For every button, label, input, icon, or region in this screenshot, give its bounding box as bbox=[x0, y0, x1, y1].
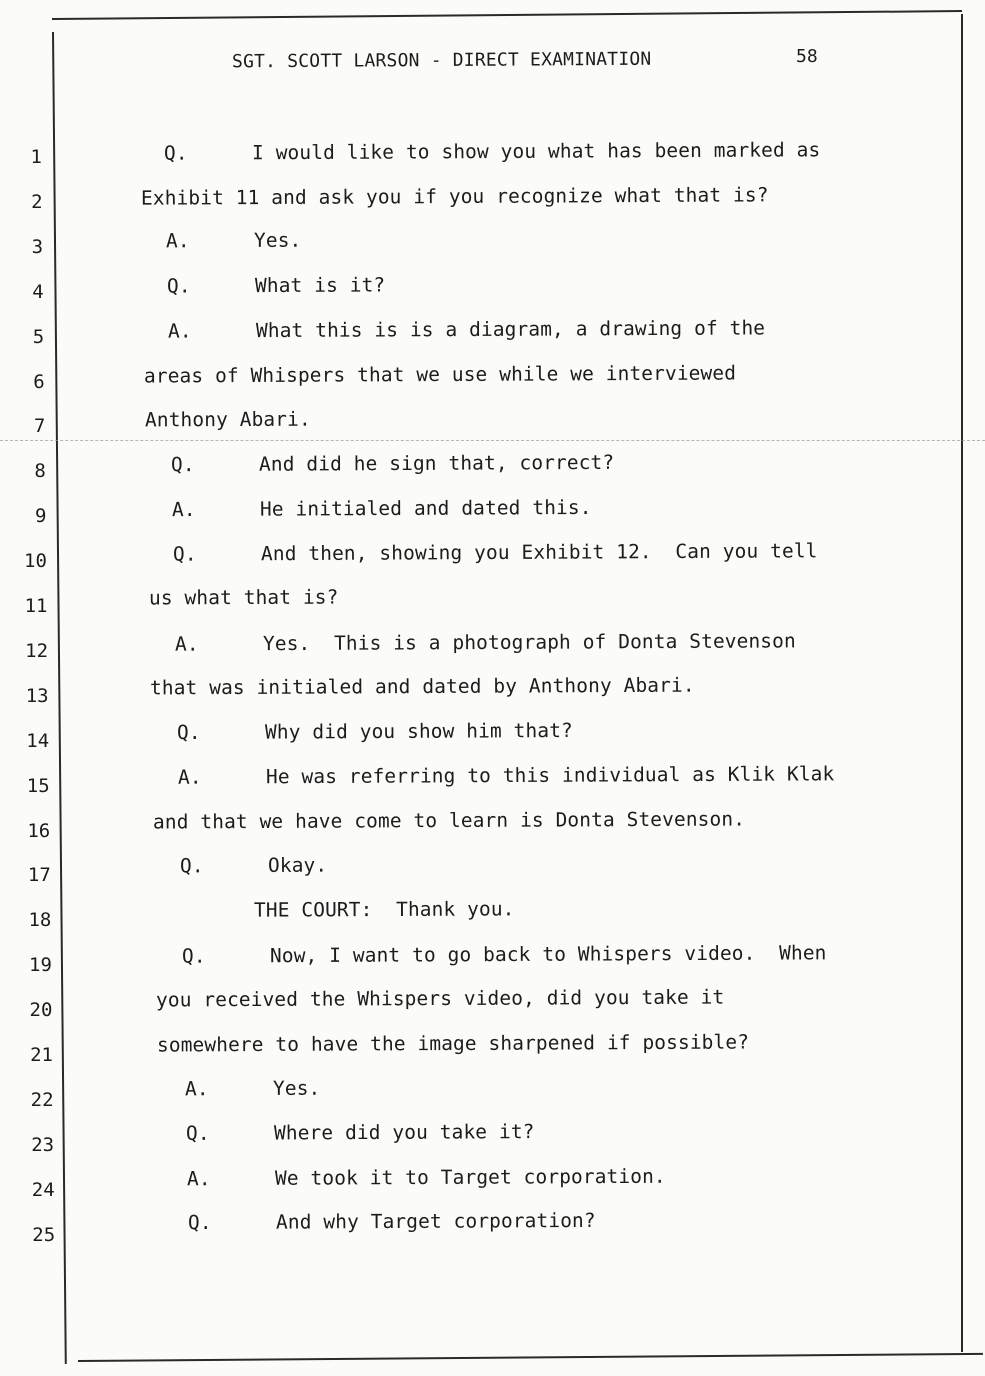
speaker-label: Q. bbox=[185, 1121, 210, 1146]
transcript-line bbox=[150, 674, 695, 700]
speaker-label: Q. bbox=[163, 141, 188, 165]
line-number: 16 bbox=[27, 819, 51, 842]
line-text: Now, I want to go back to Whispers video. When bbox=[269, 941, 827, 968]
line-text: What is it? bbox=[254, 273, 386, 297]
line-number: 17 bbox=[27, 864, 51, 887]
page-border-left bbox=[52, 32, 67, 1364]
transcript-line bbox=[182, 941, 827, 967]
transcript-line bbox=[166, 229, 301, 253]
page-border-bottom bbox=[78, 1353, 983, 1362]
transcript-line bbox=[178, 763, 834, 789]
transcript-line bbox=[157, 1030, 749, 1056]
line-text: Yes. This is a photograph of Donta Stevenson bbox=[262, 628, 796, 655]
transcript-line bbox=[167, 273, 385, 297]
transcript-line bbox=[188, 1209, 596, 1234]
line-number: 19 bbox=[29, 954, 52, 977]
transcript-line bbox=[153, 807, 745, 833]
line-text: us what that is? bbox=[148, 585, 339, 610]
line-number: 21 bbox=[30, 1044, 53, 1066]
line-text: that was initialed and dated by Anthony Abari. bbox=[150, 673, 695, 700]
transcript-line bbox=[171, 451, 614, 476]
transcript-line bbox=[180, 853, 327, 877]
line-number: 14 bbox=[26, 729, 50, 752]
line-number: 1 bbox=[30, 146, 42, 168]
line-text: I would like to show you what has been marked as bbox=[251, 138, 821, 165]
line-number: 6 bbox=[33, 370, 45, 393]
line-number: 23 bbox=[31, 1133, 55, 1156]
speaker-label: Q. bbox=[176, 720, 201, 744]
line-number: 15 bbox=[26, 774, 50, 797]
transcript-line bbox=[168, 317, 765, 343]
transcript-line bbox=[186, 1120, 535, 1145]
line-number: 25 bbox=[32, 1223, 56, 1246]
line-text: And why Target corporation? bbox=[275, 1209, 596, 1234]
transcript-line bbox=[254, 898, 515, 922]
transcript-line bbox=[172, 496, 592, 521]
line-number: 9 bbox=[34, 505, 47, 528]
line-text: Okay. bbox=[267, 853, 328, 877]
transcript-line bbox=[187, 1165, 666, 1191]
line-text: What this is is a diagram, a drawing of the bbox=[255, 316, 766, 343]
speaker-label: Q. bbox=[172, 542, 197, 567]
transcript-line bbox=[141, 183, 769, 209]
line-text: He initialed and dated this. bbox=[259, 495, 592, 521]
speaker-label: Q. bbox=[181, 944, 206, 968]
transcript-line bbox=[164, 138, 820, 164]
line-text: THE COURT: Thank you. bbox=[253, 897, 515, 922]
line-text: Yes. bbox=[253, 228, 302, 253]
line-number: 3 bbox=[31, 235, 44, 258]
speaker-label: A. bbox=[167, 319, 192, 343]
line-text: And did he sign that, correct? bbox=[258, 451, 615, 476]
line-number: 18 bbox=[28, 909, 52, 932]
page-border-right bbox=[961, 14, 963, 1352]
speaker-label: A. bbox=[177, 765, 202, 790]
transcript-line bbox=[173, 540, 818, 566]
page-header-title: SGT. SCOTT LARSON - DIRECT EXAMINATION bbox=[231, 48, 652, 73]
page-number: 58 bbox=[796, 46, 818, 67]
speaker-label: A. bbox=[165, 229, 190, 253]
line-number: 8 bbox=[34, 460, 46, 483]
line-number: 2 bbox=[31, 190, 43, 213]
transcript-line bbox=[144, 361, 736, 387]
line-number: 12 bbox=[25, 639, 49, 662]
speaker-label: Q. bbox=[170, 453, 195, 477]
line-text: Anthony Abari. bbox=[145, 407, 311, 432]
line-text: Where did you take it? bbox=[273, 1120, 535, 1145]
transcript-line bbox=[175, 629, 796, 655]
transcript-line bbox=[145, 407, 311, 431]
line-number: 13 bbox=[25, 684, 49, 707]
line-number: 7 bbox=[33, 415, 46, 438]
line-number: 24 bbox=[31, 1178, 55, 1201]
line-text: Exhibit 11 and ask you if you recognize what that is? bbox=[140, 182, 769, 210]
speaker-label: Q. bbox=[166, 274, 191, 298]
transcript-line bbox=[177, 719, 573, 744]
line-number: 22 bbox=[30, 1088, 54, 1111]
line-text: We took it to Target corporation. bbox=[274, 1164, 666, 1190]
line-number: 20 bbox=[29, 999, 53, 1022]
line-text: somewhere to have the image sharpened if possible? bbox=[156, 1030, 750, 1057]
line-text: Why did you show him that? bbox=[264, 718, 573, 744]
page-border-top bbox=[52, 10, 962, 20]
transcript-line bbox=[148, 586, 338, 610]
line-text: you received the Whispers video, did you take it bbox=[156, 985, 725, 1012]
line-text: Yes. bbox=[272, 1076, 321, 1100]
line-number: 5 bbox=[32, 325, 45, 348]
speaker-label: A. bbox=[174, 632, 199, 656]
speaker-label: A. bbox=[171, 497, 196, 521]
line-number: 11 bbox=[24, 595, 48, 617]
line-text: and that we have come to learn is Donta Stevenson. bbox=[152, 807, 745, 834]
transcript-line bbox=[156, 986, 724, 1012]
speaker-label: Q. bbox=[187, 1211, 212, 1235]
scan-fold-line bbox=[0, 440, 985, 441]
line-text: And then, showing you Exhibit 12. Can you tell bbox=[260, 539, 818, 566]
line-number: 4 bbox=[32, 280, 44, 303]
speaker-label: A. bbox=[184, 1076, 209, 1100]
line-text: areas of Whispers that we use while we interviewed bbox=[144, 361, 737, 388]
speaker-label: A. bbox=[186, 1166, 211, 1191]
line-text: He was referring to this individual as Klik Klak bbox=[265, 762, 835, 789]
line-number: 10 bbox=[24, 550, 47, 573]
speaker-label: Q. bbox=[179, 853, 204, 877]
transcript-line bbox=[185, 1076, 320, 1100]
